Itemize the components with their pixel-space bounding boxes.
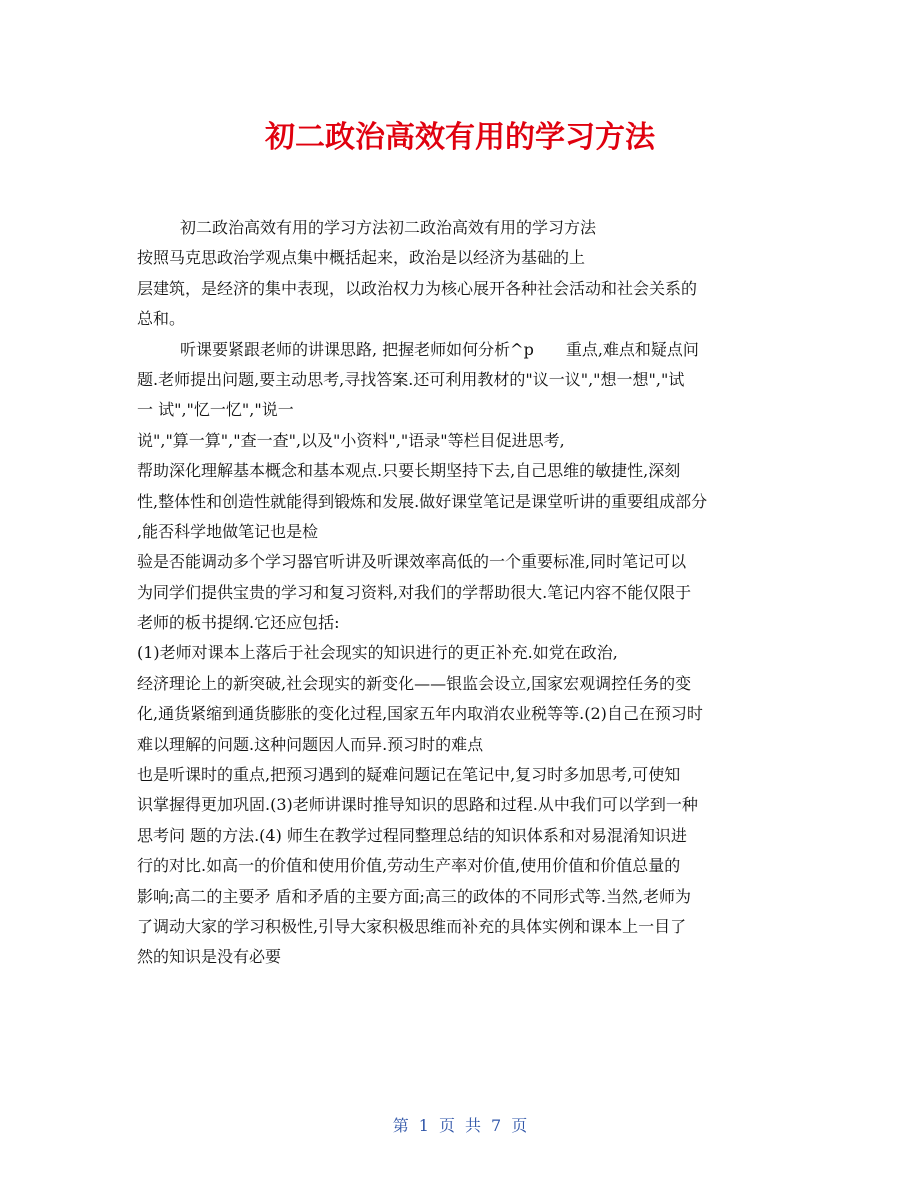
page-footer <box>0 1114 920 1138</box>
body-line: 思考问 题的方法.(4) 师生在教学过程同整理总结的知识体系和对易混淆知识进 <box>137 825 687 845</box>
body-line: ,能否科学地做笔记也是检 <box>137 521 319 541</box>
body-line: 层建筑，是经济的集中表现，以政治权力为核心展开各种社会活动和社会关系的 <box>137 278 698 298</box>
body-line: 影响;高二的主要矛 盾和矛盾的主要方面;高三的政体的不同形式等.当然,老师为 <box>137 886 692 906</box>
body-line: 听课要紧跟老师的讲课思路, 把握老师如何分析^p 重点,难点和疑点问 <box>180 339 699 359</box>
footer-page-suffix: 页 <box>511 1116 528 1135</box>
body-line: 验是否能调动多个学习器官听讲及听课效率高低的一个重要标准,同时笔记可以 <box>137 552 687 572</box>
footer-page-mid: 页 <box>438 1116 455 1135</box>
body-line: 也是听课时的重点,把预习遇到的疑难问题记在笔记中,复习时多加思考,可使知 <box>137 765 681 785</box>
body-line: 识掌握得更加巩固.(3)老师讲课时推导知识的思路和过程.从中我们可以学到一种 <box>137 795 698 815</box>
body-line: 了调动大家的学习积极性,引导大家积极思维而补充的具体实例和课本上一目了 <box>137 916 687 936</box>
body-line: (1)老师对课本上落后于社会现实的知识进行的更正补充.如党在政治, <box>137 643 618 663</box>
body-line: 难以理解的问题.这种问题因人而异.预习时的难点 <box>137 734 484 754</box>
document-body <box>137 213 787 973</box>
page-title: 初二政治高效有用的学习方法 <box>265 120 655 155</box>
body-line: 按照马克思政治学观点集中概括起来，政治是以经济为基础的上 <box>137 248 586 268</box>
body-line: 性,整体性和创造性就能得到锻炼和发展.做好课堂笔记是课堂听讲的重要组成部分 <box>137 491 708 511</box>
footer-page-prefix: 第 <box>392 1116 409 1135</box>
body-line: 题.老师提出问题,要主动思考,寻找答案.还可利用教材的"议一议","想一想","试 <box>137 369 685 389</box>
body-line: 帮助深化理解基本概念和基本观点.只要长期坚持下去,自己思维的敏捷性,深刻 <box>137 461 681 481</box>
footer-page-number: 1 <box>418 1116 429 1135</box>
body-line: 行的对比.如高一的价值和使用价值,劳动生产率对价值,使用价值和价值总量的 <box>137 856 681 876</box>
body-line: 然的知识是没有必要 <box>137 947 282 967</box>
body-line: 经济理论上的新突破,社会现实的新变化——银监会设立,国家宏观调控任务的变 <box>137 673 692 693</box>
body-line: 为同学们提供宝贵的学习和复习资料,对我们的学帮助很大.笔记内容不能仅限于 <box>137 582 692 602</box>
body-line: 化,通货紧缩到通货膨胀的变化过程,国家五年内取消农业税等等.(2)自己在预习时 <box>137 704 703 724</box>
body-line: 初二政治高效有用的学习方法初二政治高效有用的学习方法 <box>180 218 597 237</box>
footer-total-pages: 7 <box>491 1116 502 1135</box>
body-line: 说","算一算","查一查",以及"小资料","语录"等栏目促进思考, <box>137 430 565 450</box>
body-line: 一 试","忆一忆","说一 <box>137 400 294 420</box>
body-line: 老师的板书提纲.它还应包括: <box>137 613 340 633</box>
footer-total-label: 共 <box>465 1116 482 1135</box>
body-line: 总和。 <box>137 309 186 329</box>
